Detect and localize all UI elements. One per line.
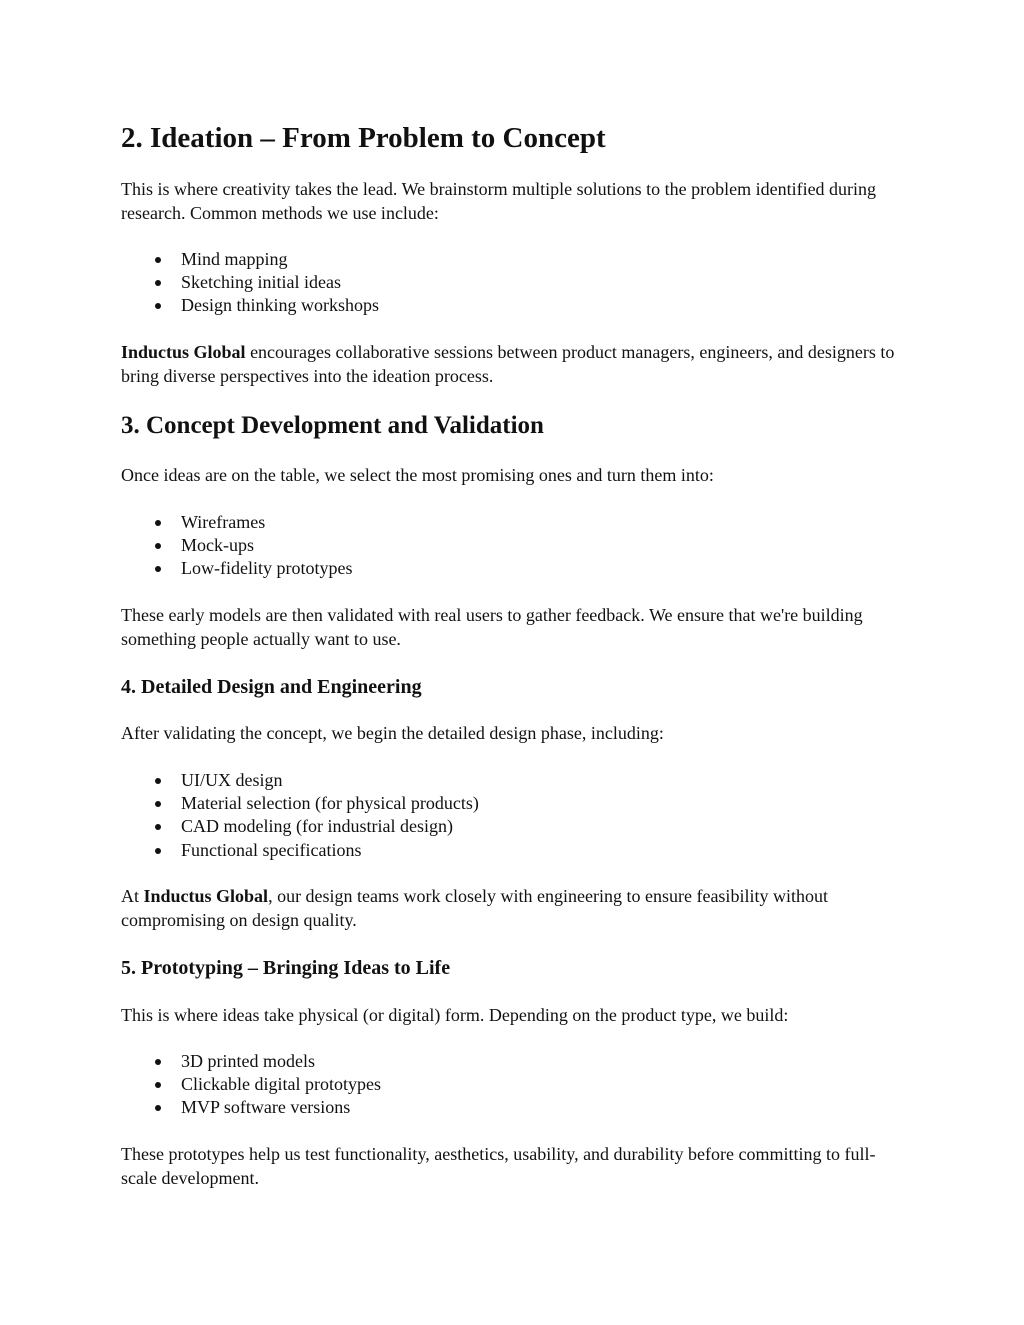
list-item: UI/UX design (121, 769, 479, 792)
section-heading-prototyping: 5. Prototyping – Bringing Ideas to Life (121, 957, 451, 979)
list-item: 3D printed models (121, 1050, 381, 1073)
bullet-list-detailed-design (121, 769, 479, 862)
section-outro-prototyping: These prototypes help us test functionality, aesthetics, usability, and durability before committing to full-scale development. (121, 1144, 876, 1188)
list-item: Material selection (for physical products) (121, 792, 479, 815)
bullet-icon (155, 280, 161, 286)
list-item: CAD modeling (for industrial design) (121, 815, 479, 838)
section-outro-ideation: Inductus Global encourages collaborative sessions between product managers, engineers, and designers to bring diverse perspectives into the ideation process. (121, 342, 895, 386)
bullet-icon (155, 1105, 161, 1111)
list-item: Mind mapping (121, 248, 379, 271)
section-outro-detailed-design: At Inductus Global, our design teams work closely with engineering to ensure feasibility without compromising on design quality. (121, 886, 828, 930)
section-outro-concept-development: These early models are then validated with real users to gather feedback. We ensure that we're building something people actually want to use. (121, 605, 863, 649)
list-item: Low-fidelity prototypes (121, 557, 352, 580)
list-item: Design thinking workshops (121, 294, 379, 317)
bullet-icon (155, 257, 161, 263)
list-item: MVP software versions (121, 1096, 381, 1119)
section-intro-concept-development: Once ideas are on the table, we select the most promising ones and turn them into: (121, 465, 714, 485)
bullet-icon (155, 778, 161, 784)
bullet-icon (155, 520, 161, 526)
list-item: Mock-ups (121, 534, 352, 557)
list-item: Functional specifications (121, 839, 479, 862)
company-name: Inductus Global (121, 342, 246, 362)
list-item: Wireframes (121, 511, 352, 534)
section-intro-prototyping: This is where ideas take physical (or digital) form. Depending on the product type, we build: (121, 1005, 789, 1025)
list-item: Clickable digital prototypes (121, 1073, 381, 1096)
bullet-icon (155, 1059, 161, 1065)
section-heading-detailed-design: 4. Detailed Design and Engineering (121, 676, 422, 698)
bullet-icon (155, 566, 161, 572)
bullet-icon (155, 848, 161, 854)
bullet-icon (155, 303, 161, 309)
bullet-icon (155, 1082, 161, 1088)
bullet-icon (155, 543, 161, 549)
section-heading-concept-development: 3. Concept Development and Validation (121, 412, 544, 439)
section-intro-ideation: This is where creativity takes the lead. We brainstorm multiple solutions to the problem identified during research. Common methods we use include: (121, 179, 877, 223)
bullet-list-concept-development (121, 511, 352, 581)
section-heading-ideation: 2. Ideation – From Problem to Concept (121, 122, 606, 154)
bullet-icon (155, 824, 161, 830)
company-name: Inductus Global (143, 886, 269, 906)
bullet-icon (155, 801, 161, 807)
bullet-list-prototyping (121, 1050, 381, 1120)
bullet-list-ideation (121, 248, 379, 318)
list-item: Sketching initial ideas (121, 271, 379, 294)
section-intro-detailed-design: After validating the concept, we begin the detailed design phase, including: (121, 723, 664, 743)
